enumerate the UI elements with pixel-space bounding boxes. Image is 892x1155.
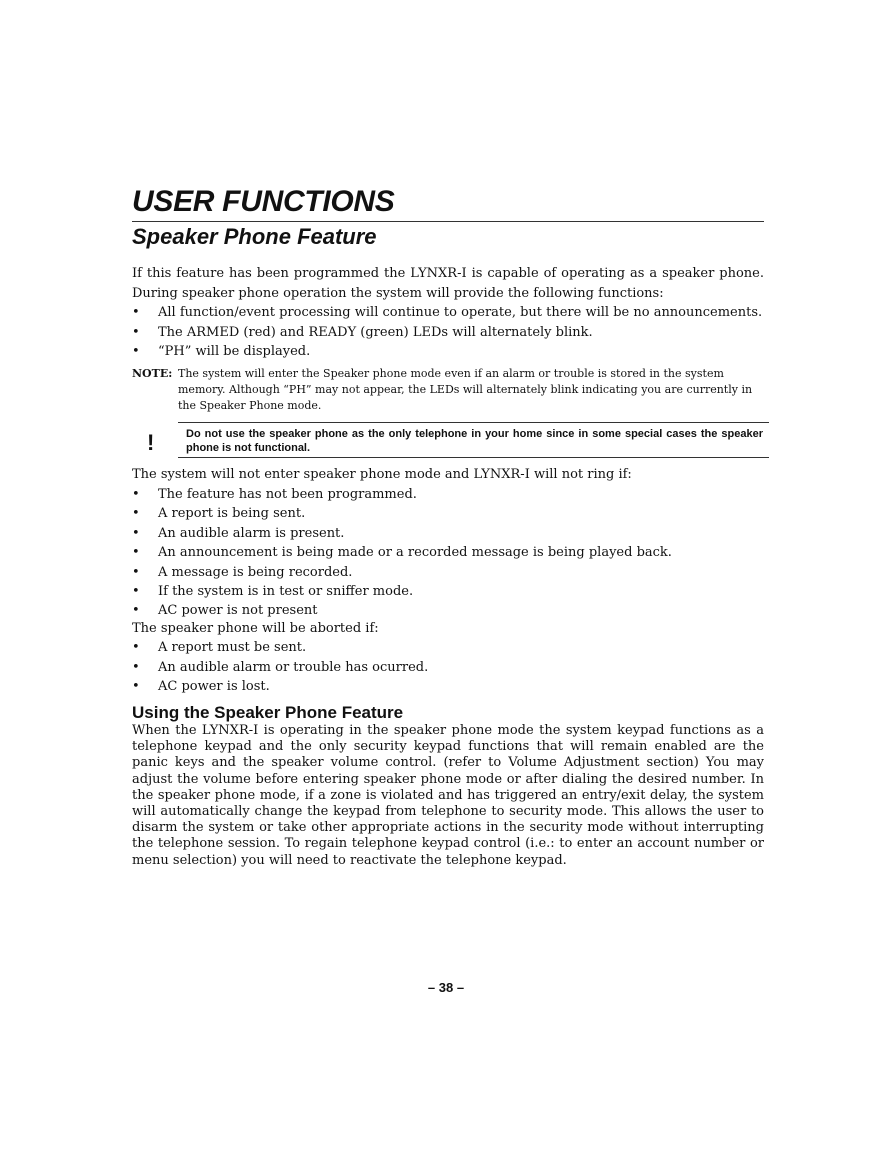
list-item: • “PH” will be displayed. [132, 342, 764, 362]
list-item: • The ARMED (red) and READY (green) LEDs will alternately blink. [132, 323, 764, 343]
bullet-icon: • [132, 640, 140, 655]
note-block [132, 366, 764, 414]
conditions-block [132, 465, 764, 697]
intro-block [132, 264, 764, 362]
bullet-icon: • [132, 679, 140, 694]
bullet-icon: • [132, 305, 140, 320]
functions-list [132, 303, 764, 362]
bullet-icon: • [132, 602, 140, 618]
bullet-icon: • [132, 506, 140, 521]
not-enter-list [132, 485, 764, 619]
abort-list [132, 638, 764, 697]
list-item: • AC power is not present [132, 602, 318, 618]
section-heading: USER FUNCTIONS [132, 185, 395, 218]
not-enter-intro: The system will not enter speaker phone mode and LYNXR-I will not ring if: [132, 467, 632, 482]
abort-intro: The speaker phone will be aborted if: [132, 620, 379, 636]
list-item: • A report must be sent. [132, 638, 764, 658]
bullet-icon: • [132, 525, 140, 541]
caution-box [178, 422, 769, 458]
bullet-icon: • [132, 584, 140, 599]
list-item: • A report is being sent. [132, 504, 764, 524]
bullet-icon: • [132, 564, 140, 580]
note-label: NOTE: [132, 367, 173, 380]
section2-block [132, 723, 764, 869]
list-item: • An audible alarm is present. [132, 524, 764, 544]
bullet-icon: • [132, 324, 140, 340]
section2-heading: Using the Speaker Phone Feature [132, 703, 404, 722]
bullet-icon: • [132, 486, 140, 502]
list-item: • The feature has not been programmed. [132, 485, 764, 505]
list-item: • An announcement is being made or a recorded message is being played back. [132, 543, 764, 563]
caution-text: Do not use the speaker phone as the only telephone in your home since in some special cases the speaker phone is not functional. [186, 428, 763, 454]
subsection-heading: Speaker Phone Feature [132, 224, 377, 249]
bullet-icon: • [132, 545, 140, 560]
section2-paragraph: When the LYNXR-I is operating in the speaker phone mode the system keypad functions as a telephone keypad and the only security keypad functions that will remain enabled are the panic keys and the speaker volume control. (refer to Volume Adjustment section) You may adjust the volume before entering speaker phone mode or after dialing the desired number. In the speaker phone mode, if a zone is violated and has triggered an entry/exit delay, the system will automatically change the keypad from telephone to security mode. This allows the user to disarm the system or take other appropriate actions in the security mode without interrupting the telephone session. To regain telephone keypad control (i.e.: to enter an account number or menu selection) you will need to reactivate the telephone keypad. [132, 723, 764, 868]
list-item: • All function/event processing will continue to operate, but there will be no announcements. [132, 303, 764, 323]
list-item: • A message is being recorded. [132, 563, 764, 583]
list-item: • An audible alarm or trouble has ocurred. [132, 658, 764, 678]
list-item: • If the system is in test or sniffer mode. [132, 582, 764, 602]
list-item: • AC power is lost. [132, 677, 764, 697]
note-text: The system will enter the Speaker phone mode even if an alarm or trouble is stored in the system memory. Although “PH” may not appear, the LEDs will alternately blink indicating you are currently in the Speaker Phone mode. [178, 367, 753, 412]
heading-rule [132, 221, 764, 222]
bullet-icon: • [132, 344, 140, 359]
page-number: – 38 – [427, 980, 465, 995]
intro-paragraph: If this feature has been programmed the LYNXR-I is capable of operating as a speaker phone. During speaker phone operation the system will provide the following functions: [132, 266, 764, 301]
caution-icon: ! [147, 430, 155, 455]
bullet-icon: • [132, 659, 140, 675]
